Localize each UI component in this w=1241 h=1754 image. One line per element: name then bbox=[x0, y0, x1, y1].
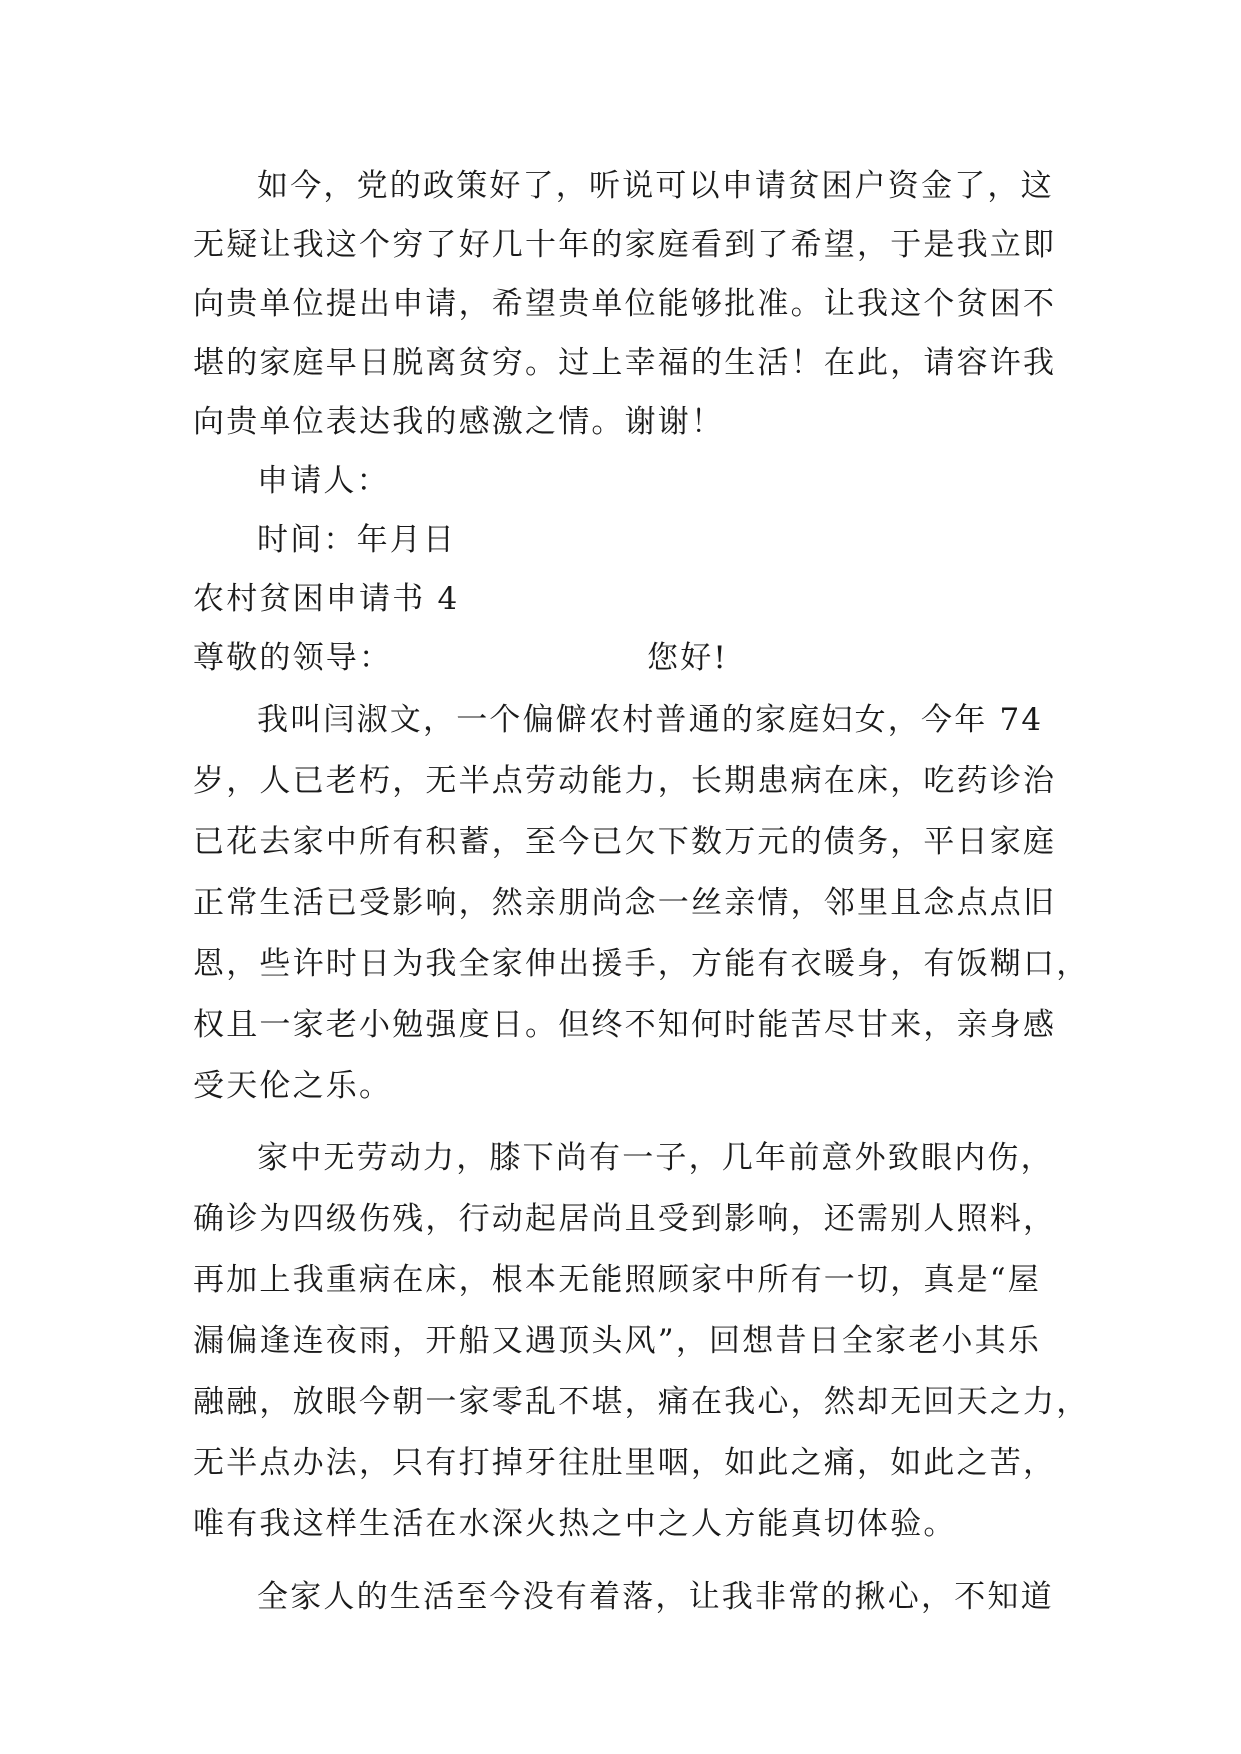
date-line: 时间：年月日 bbox=[257, 522, 457, 558]
body-text-line: 堪的家庭早日脱离贫穷。过上幸福的生活！在此，请容许我 bbox=[193, 345, 1057, 381]
body-text-line: 唯有我这样生活在水深火热之中之人方能真切体验。 bbox=[193, 1506, 957, 1542]
body-text-line: 岁，人已老朽，无半点劳动能力，长期患病在床，吃药诊治 bbox=[193, 763, 1057, 799]
applicant-line: 申请人： bbox=[257, 463, 390, 499]
body-text-line: 无疑让我这个穷了好几十年的家庭看到了希望，于是我立即 bbox=[193, 227, 1057, 263]
body-text-line: 权且一家老小勉强度日。但终不知何时能苦尽甘来，亲身感 bbox=[193, 1007, 1057, 1043]
body-text-line: 我叫闫淑文，一个偏僻农村普通的家庭妇女，今年 74 bbox=[257, 702, 1044, 738]
salutation-line bbox=[193, 628, 1053, 688]
body-text-line: 已花去家中所有积蓄，至今已欠下数万元的债务，平日家庭 bbox=[193, 824, 1057, 860]
body-text-line: 家中无劳动力，膝下尚有一子，几年前意外致眼内伤， bbox=[257, 1140, 1054, 1176]
body-text-line: 融融，放眼今朝一家零乱不堪，痛在我心，然却无回天之力， bbox=[193, 1384, 1090, 1420]
body-text-line: 如今，党的政策好了，听说可以申请贫困户资金了，这 bbox=[257, 168, 1054, 204]
body-text-line: 恩，些许时日为我全家伸出援手，方能有衣暖身，有饭糊口， bbox=[193, 946, 1090, 982]
body-text-line: 全家人的生活至今没有着落，让我非常的揪心，不知道 bbox=[257, 1579, 1054, 1615]
body-text-line: 正常生活已受影响，然亲朋尚念一丝亲情，邻里且念点点旧 bbox=[193, 885, 1057, 921]
body-text-line: 无半点办法，只有打掉牙往肚里咽，如此之痛，如此之苦， bbox=[193, 1445, 1057, 1481]
body-text-line: 受天伦之乐。 bbox=[193, 1068, 393, 1104]
body-text-line: 向贵单位提出申请，希望贵单位能够批准。让我这个贫困不 bbox=[193, 286, 1057, 322]
body-text-line: 向贵单位表达我的感激之情。谢谢！ bbox=[193, 404, 725, 440]
body-text-line: 再加上我重病在床，根本无能照顾家中所有一切，真是“屋 bbox=[193, 1262, 1042, 1298]
body-text-line: 漏偏逢连夜雨，开船又遇顶头风”，回想昔日全家老小其乐 bbox=[193, 1323, 1042, 1359]
salutation: 尊敬的领导： bbox=[193, 640, 393, 676]
body-text-line: 确诊为四级伤残，行动起居尚且受到影响，还需别人照料， bbox=[193, 1201, 1057, 1237]
greeting: 您好! bbox=[647, 640, 729, 676]
section-heading: 农村贫困申请书 4 bbox=[193, 581, 460, 617]
